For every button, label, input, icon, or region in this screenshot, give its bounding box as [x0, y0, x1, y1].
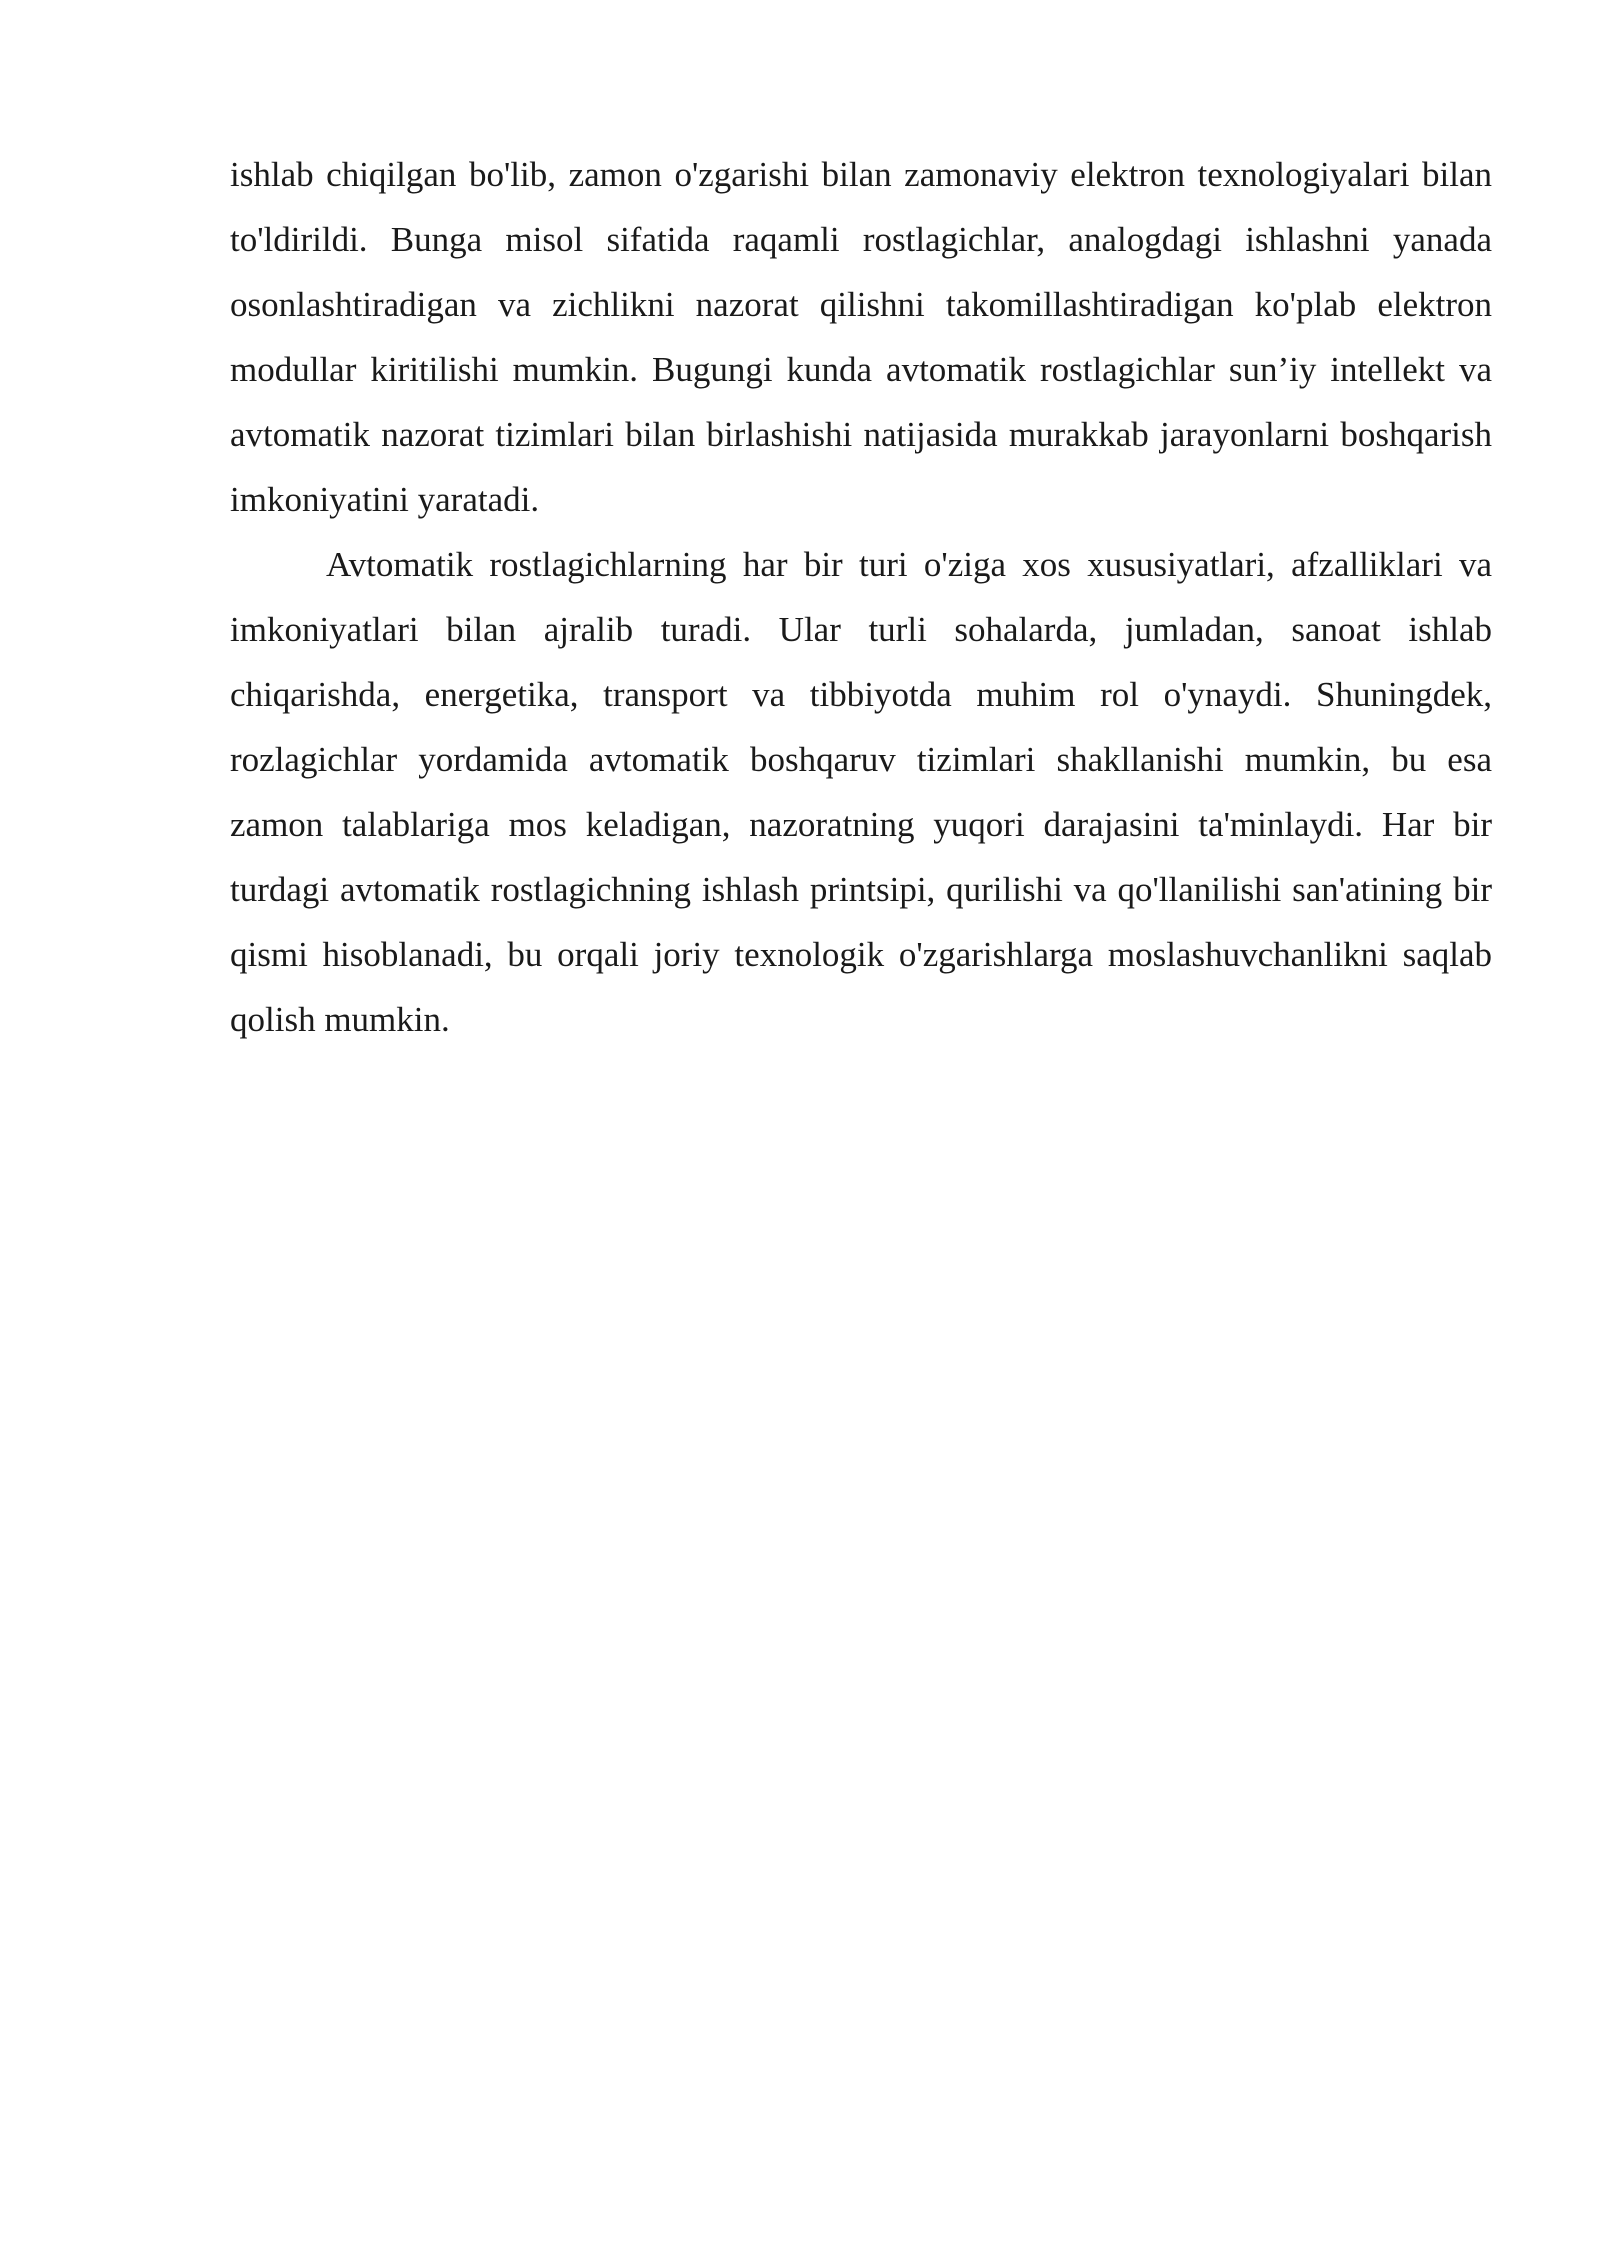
body-text [230, 142, 1492, 1052]
paragraph: Avtomatik rostlagichlarning har bir turi o'ziga xos xususiyatlari, afzalliklari va imkoniyatlari bilan ajralib turadi. Ular turli sohalarda, jumladan, sanoat ishlab chiqarishda, energetika, transport va tibbiyotda muhim rol o'ynaydi. Shuningdek, rozlagichlar yordamida avtomatik boshqaruv tizimlari shakllanishi mumkin, bu esa zamon talablariga mos keladigan, nazoratning yuqori darajasini ta'minlaydi. Har bir turdagi avtomatik rostlagichning ishlash printsipi, qurilishi va qo'llanilishi san'atining bir qismi hisoblanadi, bu orqali joriy texnologik o'zgarishlarga moslashuvchanlikni saqlab qolish mumkin. [230, 545, 1492, 1039]
paragraph-continuation: ishlab chiqilgan bo'lib, zamon o'zgarishi bilan zamonaviy elektron texnologiyalari bilan to'ldirildi. Bunga misol sifatida raqamli rostlagichlar, analogdagi ishlashni yanada osonlashtiradigan va zichlikni nazorat qilishni takomillashtiradigan ko'plab elektron modullar kiritilishi mumkin. Bugungi kunda avtomatik rostlagichlar sun’iy intellekt va avtomatik nazorat tizimlari bilan birlashishi natijasida murakkab jarayonlarni boshqarish imkoniyatini yaratadi. [230, 155, 1492, 519]
